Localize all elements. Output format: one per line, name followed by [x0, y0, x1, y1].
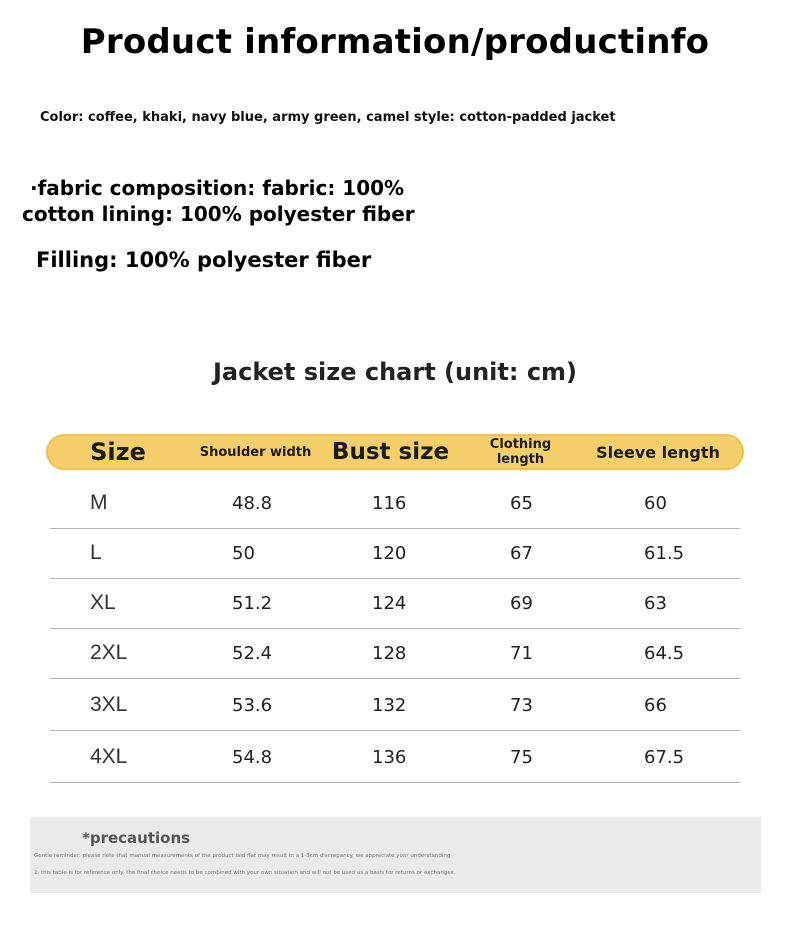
fabric-composition-line: ·fabric composition: fabric: 100%	[30, 176, 405, 200]
cell-shoulder-width: 48.8	[232, 492, 273, 514]
header-clothing-line1: Clothing	[489, 437, 552, 452]
header-sleeve-length: Sleeve length	[596, 442, 720, 462]
header-clothing-length	[468, 436, 573, 468]
filling-line: Filling: 100% polyester fiber	[36, 248, 372, 272]
cell-size: XL	[90, 591, 116, 614]
cell-size: 2XL	[90, 641, 128, 664]
cell-size: 4XL	[90, 745, 128, 768]
cell-size: L	[90, 541, 102, 564]
precautions-note-1: Gentle reminder: please note that manual measurements of the product laid flat may result in a 1-3cm discrepancy. we appreciate your understanding	[34, 853, 451, 859]
cell-clothing-length: 75	[510, 746, 533, 768]
page-title: Product information/productinfo	[80, 22, 710, 62]
cell-size: M	[90, 491, 108, 514]
cell-shoulder-width: 50	[232, 542, 255, 564]
cell-sleeve-length: 60	[644, 492, 667, 514]
cell-sleeve-length: 64.5	[644, 642, 685, 664]
cell-bust-size: 124	[372, 592, 407, 614]
cell-shoulder-width: 52.4	[232, 642, 273, 664]
table-row	[50, 578, 740, 629]
cell-clothing-length: 71	[510, 642, 533, 664]
cell-size: 3XL	[90, 693, 128, 716]
header-bust-size: Bust size	[331, 439, 450, 465]
header-size: Size	[90, 438, 146, 466]
precautions-box	[30, 817, 761, 893]
cell-bust-size: 120	[372, 542, 407, 564]
cell-sleeve-length: 61.5	[644, 542, 685, 564]
table-row	[50, 528, 740, 579]
lining-composition-line: cotton lining: 100% polyester fiber	[22, 202, 415, 226]
table-row	[50, 732, 740, 783]
cell-bust-size: 128	[372, 642, 407, 664]
cell-clothing-length: 67	[510, 542, 533, 564]
cell-bust-size: 116	[372, 492, 407, 514]
cell-sleeve-length: 63	[644, 592, 667, 614]
cell-bust-size: 136	[372, 746, 407, 768]
precautions-note-2: 2. this table is for reference only. the final choice needs to be combined with your own situation and will not be used as a basis for returns or exchanges.	[34, 870, 456, 876]
color-style-line: Color: coffee, khaki, navy blue, army green, camel style: cotton-padded jacket	[40, 110, 616, 125]
table-row	[50, 478, 740, 529]
cell-bust-size: 132	[372, 694, 407, 716]
cell-clothing-length: 65	[510, 492, 533, 514]
cell-clothing-length: 69	[510, 592, 533, 614]
header-shoulder-width: Shoulder width	[199, 444, 312, 460]
precautions-title: *precautions	[82, 829, 191, 847]
cell-clothing-length: 73	[510, 694, 533, 716]
size-chart-title: Jacket size chart (unit: cm)	[212, 358, 578, 386]
cell-shoulder-width: 54.8	[232, 746, 273, 768]
cell-shoulder-width: 53.6	[232, 694, 273, 716]
table-row	[50, 680, 740, 731]
header-clothing-line2: length	[496, 452, 545, 467]
cell-sleeve-length: 67.5	[644, 746, 685, 768]
cell-sleeve-length: 66	[644, 694, 667, 716]
cell-shoulder-width: 51.2	[232, 592, 273, 614]
size-table-header	[46, 434, 744, 470]
table-row	[50, 628, 740, 679]
